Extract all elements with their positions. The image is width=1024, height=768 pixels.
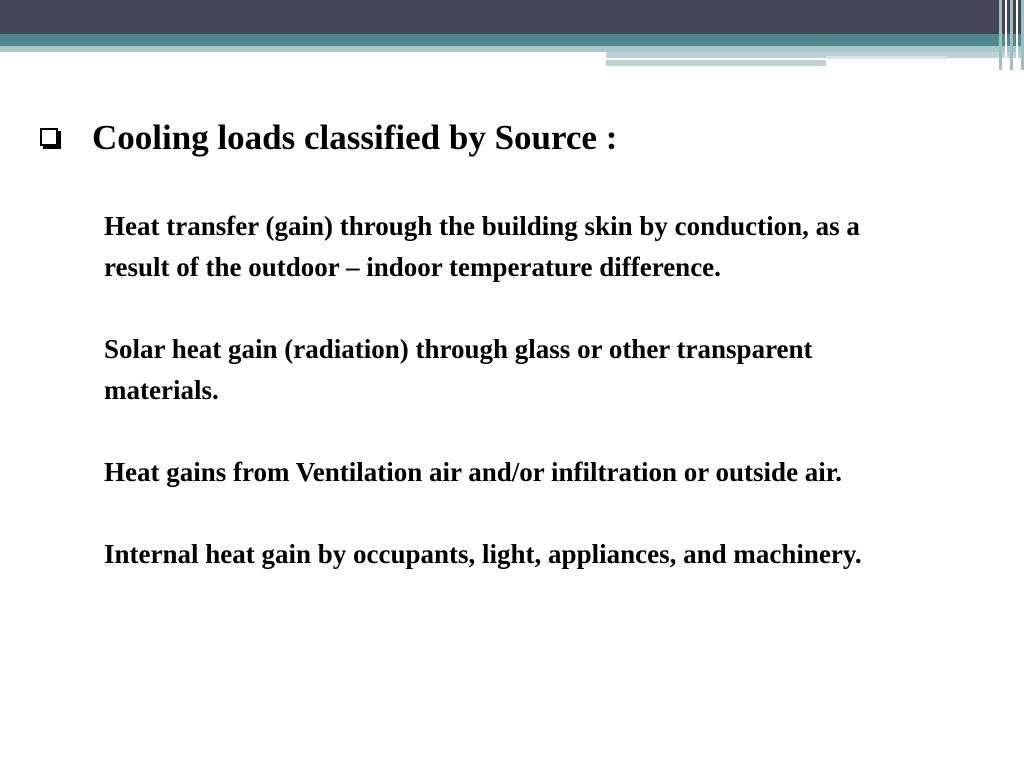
paragraph: Internal heat gain by occupants, light, appliances, and machinery. xyxy=(104,539,862,569)
header-accent-line xyxy=(826,56,948,59)
paragraph: Heat transfer (gain) through the building skin by conduction, as a result of the outdoor – indoor temperature difference. xyxy=(104,211,860,282)
paragraph: Solar heat gain (radiation) through glass or other transparent materials. xyxy=(104,334,813,405)
slide-heading: Cooling loads classified by Source : xyxy=(92,118,618,157)
header-accent-line xyxy=(606,52,1024,58)
content-body xyxy=(104,206,904,616)
square-bullet-icon xyxy=(40,128,58,146)
header-dark-bar xyxy=(0,0,1024,34)
header-accent-line xyxy=(606,60,826,66)
header-vertical-stripes xyxy=(998,0,1024,70)
paragraph: Heat gains from Ventilation air and/or infiltration or outside air. xyxy=(104,457,843,487)
header-teal-bar xyxy=(0,34,1024,46)
